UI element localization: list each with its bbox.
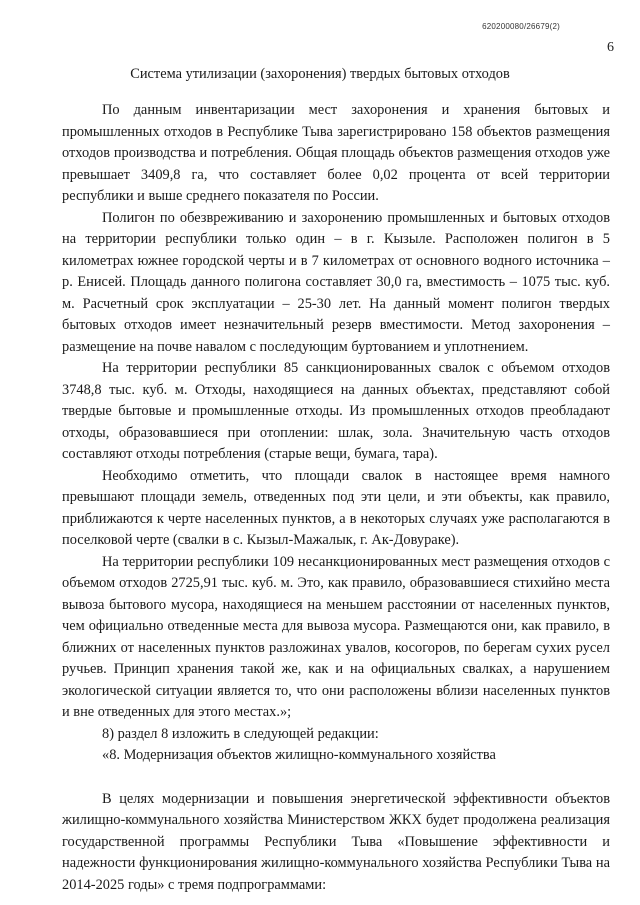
- document-id: 620200080/26679(2): [482, 22, 560, 31]
- paragraph: Полигон по обезвреживанию и захоронению промышленных и бытовых отходов на территории республики только один – в г. Кызыле. Расположен полигон в 5 километрах южнее городской черты и в 7 километрах от основного водного источника – р. Енисей. Площадь данного полигона составляет 30,0 га, вместимость – 1075 тыс. куб. м. Расчетный срок эксплуатации – 25-30 лет. На данный момент полигон твердых бытовых отходов имеет незначительный резерв вместимости. Метод захоронения – размещение на почве навалом с последующим буртованием и уплотнением.: [62, 209, 610, 355]
- paragraph: В целях модернизации и повышения энергетической эффективности объектов жилищно-коммунального хозяйства Министерством ЖКХ будет продолжена реализация государственной программы Республики Тыва «Повышение эффективности и надежности функционирования жилищно-коммунального хозяйства Республики Тыва на 2014-2025 годы» с тремя подпрограммами:: [62, 790, 610, 893]
- page-number: 6: [607, 40, 614, 55]
- amendment-item: 8) раздел 8 изложить в следующей редакции:: [102, 725, 379, 742]
- section-title: Система утилизации (захоронения) твердых бытовых отходов: [130, 66, 510, 82]
- body-text: [62, 100, 610, 896]
- paragraph: По данным инвентаризации мест захоронения и хранения бытовых и промышленных отходов в Республике Тыва зарегистрировано 158 объектов размещения отходов производства и потребления. Общая площадь объектов размещения отходов уже превышает 3409,8 га, что составляет более 0,02 процента от всей территории республики и выше среднего показателя по России.: [62, 102, 610, 204]
- paragraph: Необходимо отметить, что площади свалок в настоящее время намного превышают площади земель, отведенных под эти цели, и эти объекты, как правило, приближаются к черте населенных пунктов, а в некоторых случаях уже располагаются в поселковой черте (свалки в с. Кызыл-Мажалык, г. Ак-Довураке).: [62, 467, 610, 548]
- paragraph: На территории республики 109 несанкционированных мест размещения отходов с объемом отходов 2725,91 тыс. куб. м. Это, как правило, образовавшиеся стихийно места вывоза бытового мусора, находящиеся на меньшем расстоянии от населенных пунктов, чем официально отведенные места для вывоза мусора. Размещаются они, как правило, в ближних от населенных пунктов разложинах увалов, косогоров, по берегам сухих русел ручьев. Принцип хранения такой же, как и на официальных свалках, а нарушением экологической ситуации является то, что они расположены вблизи населенных пунктов и вне отведенных для этого местах.»;: [62, 553, 610, 720]
- paragraph: На территории республики 85 санкционированных свалок с объемом отходов 3748,8 тыс. куб. м. Отходы, находящиеся на данных объектах, представляют собой твердые бытовые и промышленные отходы. Из промышленных отходов преобладают отходы, образовавшиеся при отоплении: шлак, зола. Значительную часть отходов составляют отходы потребления (старые вещи, бумага, тара).: [62, 360, 610, 462]
- section-heading: «8. Модернизация объектов жилищно-коммунального хозяйства: [102, 747, 496, 763]
